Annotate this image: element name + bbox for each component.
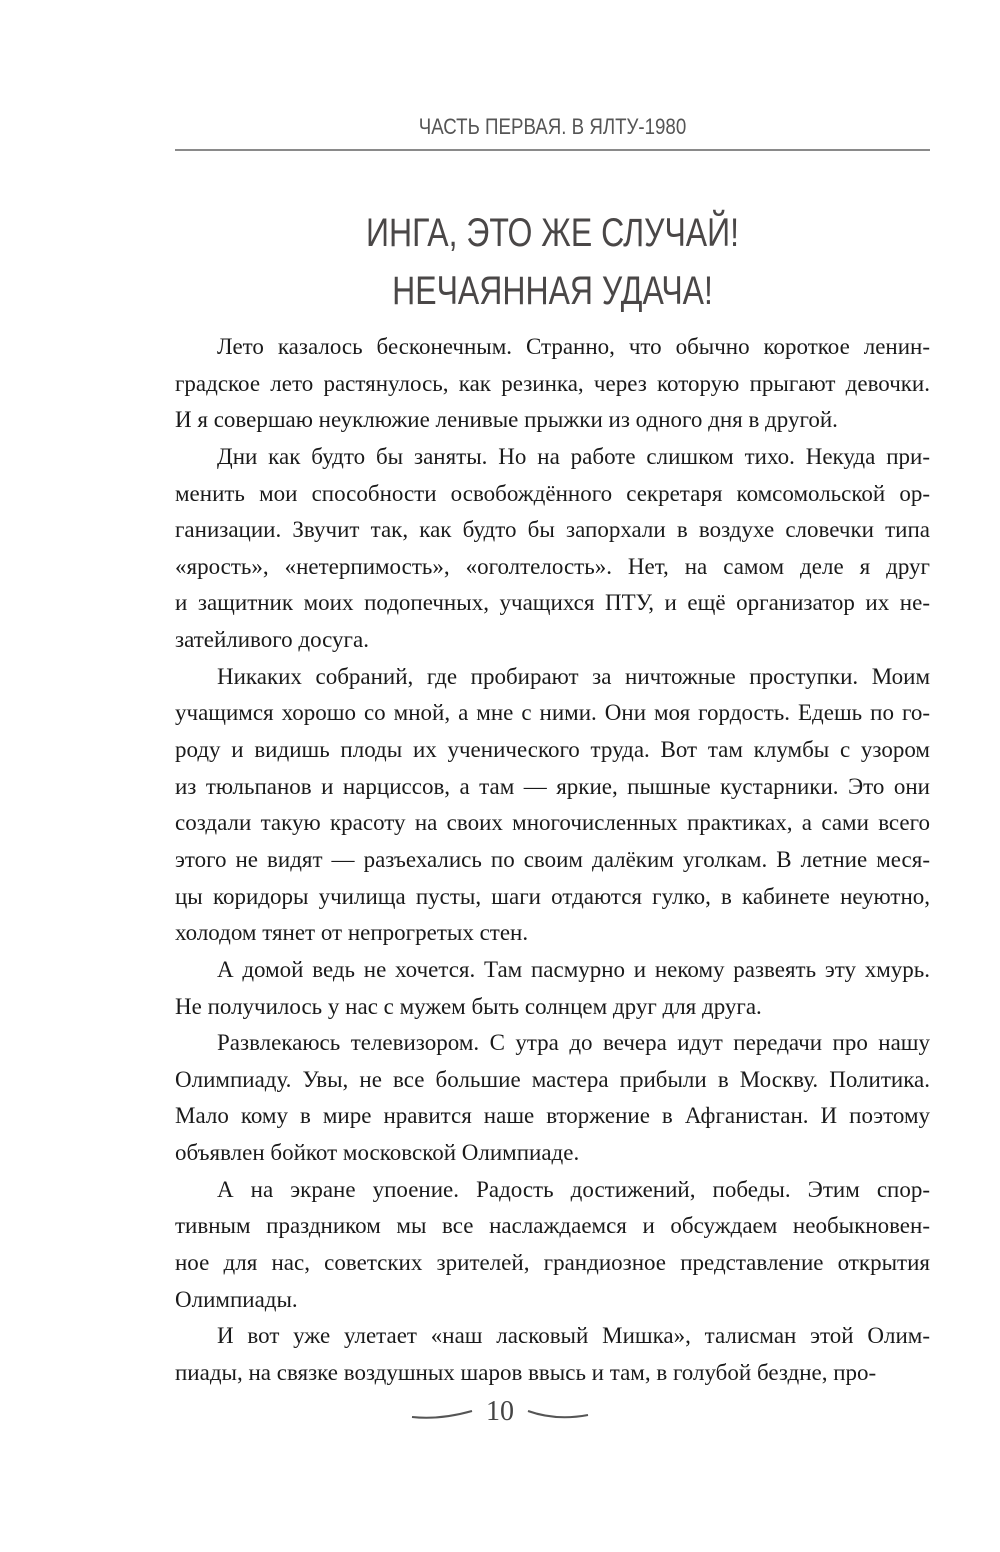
text-line: цы коридоры училища пусты, шаги отдаются гулко, в кабинете неуютно, [175, 883, 930, 909]
paragraph [175, 329, 930, 439]
text-line: Никаких собраний, где пробирают за ничтожные проступки. Моим [217, 663, 930, 689]
text-line: Не получилось у нас с мужем быть солнцем друг для друга. [175, 993, 762, 1019]
text-line: Олимпиаду. Увы, не все большие мастера прибыли в Москву. Политика. [175, 1066, 930, 1092]
text-line: Развлекаюсь телевизором. С утра до вечера идут передачи про нашу [217, 1030, 930, 1056]
paragraph [175, 659, 930, 952]
text-line: пиады, на связке воздушных шаров ввысь и там, в голубой бездне, про- [175, 1359, 877, 1385]
page-number: 10 [486, 1396, 514, 1427]
swash-left-icon [410, 1407, 474, 1421]
text-line: ганизации. Звучит так, как будто бы запорхали в воздухе словечки типа [175, 517, 930, 543]
text-line: А домой ведь не хочется. Там пасмурно и некому развеять эту хмурь. [217, 956, 930, 982]
text-line: затейливого досуга. [175, 627, 369, 653]
chapter-title-line: НЕЧАЯННАЯ УДАЧА! [392, 269, 713, 313]
text-line: И я совершаю неуклюжие ленивые прыжки из одного дня в другой. [175, 407, 838, 433]
paragraph [175, 1318, 930, 1391]
text-line: объявлен бойкот московской Олимпиаде. [175, 1140, 580, 1166]
text-line: градское лето растянулось, как резинка, через которую прыгают девочки. [175, 370, 930, 396]
text-line: из тюльпанов и нарциссов, а там — яркие, пышные кустарники. Это они [175, 773, 930, 799]
text-line: холодом тянет от непрогретых стен. [175, 920, 529, 946]
text-line: тивным праздником мы все наслаждаемся и обсуждаем необыкновен- [175, 1213, 930, 1239]
chapter-title-line: ИНГА, ЭТО ЖЕ СЛУЧАЙ! [365, 211, 740, 255]
body-text [175, 329, 930, 1392]
text-line: этого не видят — разъехались по своим далёким уголкам. В летние меся- [175, 846, 930, 872]
paragraph [175, 1025, 930, 1172]
chapter-title [251, 204, 855, 320]
paragraph [175, 439, 930, 659]
header-rule [175, 149, 930, 151]
text-line: Мало кому в мире нравится наше вторжение в Афганистан. И поэтому [175, 1103, 930, 1129]
text-line: Лето казалось бесконечным. Странно, что обычно короткое ленин- [217, 334, 930, 359]
text-line: роду и видишь плоды их ученического труда. Вот там клумбы с узором [175, 737, 930, 763]
running-header: ЧАСТЬ ПЕРВАЯ. В ЯЛТУ-1980 [418, 114, 687, 139]
page-footer [0, 1396, 1000, 1428]
text-line: создали такую красоту на своих многочисленных практиках, а сами всего [175, 810, 930, 836]
text-line: и защитник моих подопечных, учащихся ПТУ, и ещё организатор их не- [175, 590, 930, 616]
text-line: Олимпиады. [175, 1286, 298, 1312]
paragraph [175, 1172, 930, 1319]
text-line: «ярость», «нетерпимость», «оголтелость». Нет, на самом деле я друг [175, 553, 930, 579]
text-line: И вот уже улетает «наш ласковый Мишка», талисман этой Олим- [217, 1323, 930, 1349]
swash-right-icon [526, 1407, 590, 1421]
text-line: ное для нас, советских зрителей, грандиозное представление открытия [175, 1250, 930, 1276]
text-line: Дни как будто бы заняты. Но на работе слишком тихо. Некуда при- [217, 443, 930, 469]
paragraph [175, 952, 930, 1025]
text-line: учащимся хорошо со мной, а мне с ними. Они моя гордость. Едешь по го- [175, 700, 930, 726]
text-line: А на экране упоение. Радость достижений, победы. Этим спор- [217, 1176, 930, 1202]
text-line: менить мои способности освобождённого секретаря комсомольской ор- [175, 480, 930, 506]
